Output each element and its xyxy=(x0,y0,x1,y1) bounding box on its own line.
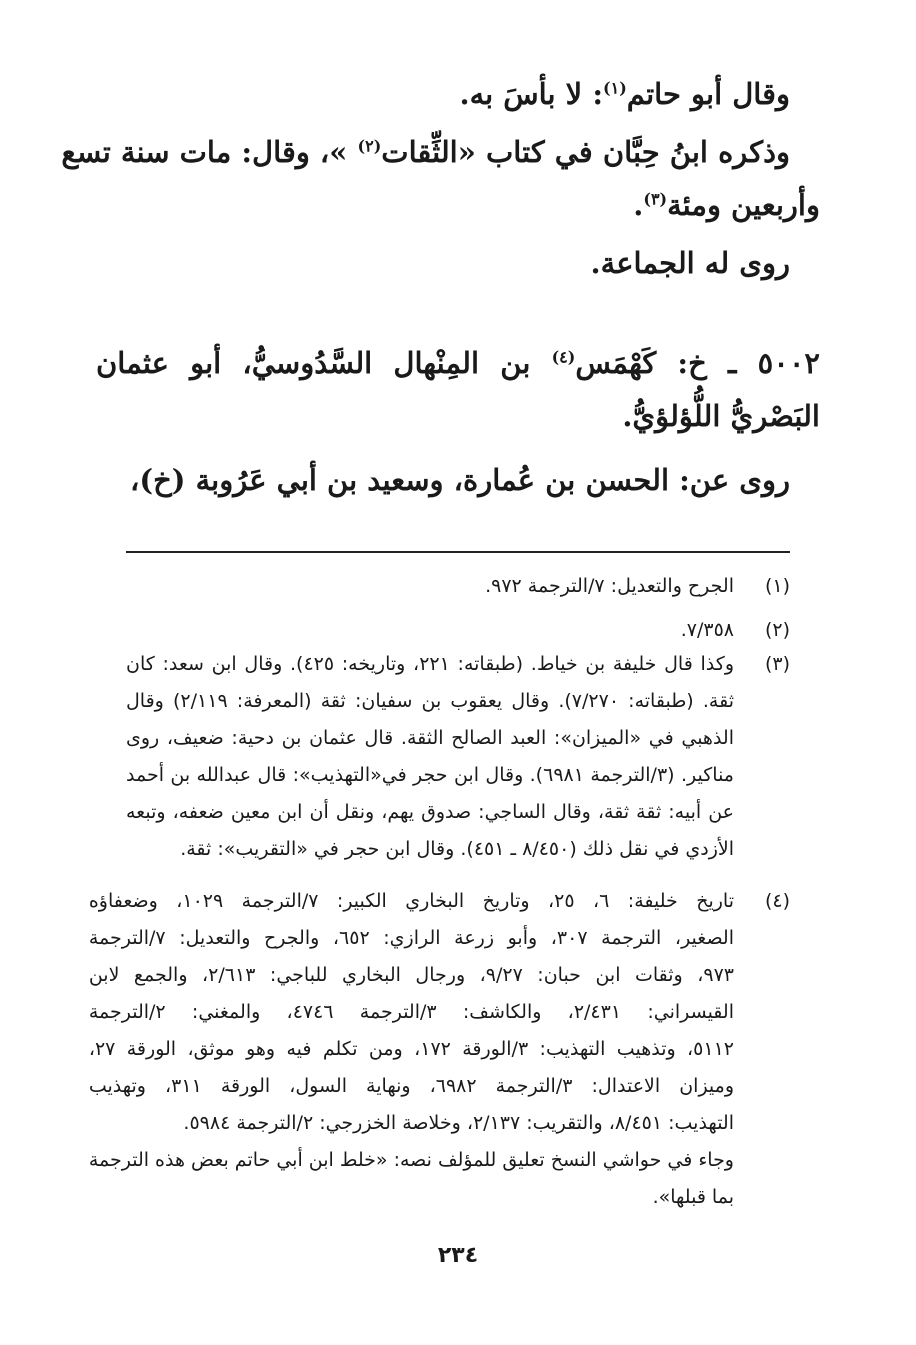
footnote-ref: (٢) xyxy=(357,136,382,156)
footnote-ref: (٣) xyxy=(643,189,668,209)
text-line xyxy=(591,245,790,281)
footnote-line: التهذيب: ٨/٤٥١، والتقريب: ٢/١٣٧، وخلاصة الخزرجي: ٢/الترجمة ٥٩٨٤. xyxy=(183,1112,734,1134)
footnote xyxy=(126,646,790,868)
text-line xyxy=(130,462,790,498)
text-segment: روى له الجماعة. xyxy=(590,246,790,280)
footnote-line: الذهبي في «الميزان»: العبد الصالح الثقة. قال عثمان بن دحية: ضعيف، روى xyxy=(126,727,734,749)
footnote-number: (٤) xyxy=(764,890,790,912)
footnote-line: الأزدي في نقل ذلك (٨/٤٥٠ ـ ٤٥١). وقال ابن حجر في «التقريب»: ثقة. xyxy=(180,838,734,860)
text-segment: وذكره ابنُ حِبَّان في كتاب «الثِّقات xyxy=(381,135,790,169)
footnote xyxy=(88,883,790,1216)
footnote-line: عن أبيه: ثقة ثقة، وقال الساجي: صدوق يهم، ونقل أن ابن معين ضعفه، وتبعه xyxy=(126,801,734,823)
footnote-line: ٩٧٣، وثقات ابن حبان: ٩/٢٧، ورجال البخاري للباجي: ٢/٦١٣، والجمع لابن xyxy=(88,964,734,986)
text-segment: بن المِنْهال السَّدُوسيُّ، أبو عثمان xyxy=(96,346,531,380)
text-segment: . xyxy=(633,188,644,222)
footnote-line: وميزان الاعتدال: ٣/الترجمة ٦٩٨٢، ونهاية السول، الورقة ٣١١، وتهذيب xyxy=(88,1075,734,1097)
text-line xyxy=(61,134,790,170)
text-segment: : لا بأسَ به. xyxy=(459,77,604,111)
footnote-divider xyxy=(126,551,790,553)
text-segment: وقال أبو حاتم xyxy=(626,77,790,111)
footnote-line: ٥١١٢، وتذهيب التهذيب: ٣/الورقة ١٧٢، ومن تكلم فيه وهو موثق، الورقة ٢٧، xyxy=(88,1038,734,1060)
footnote xyxy=(126,612,790,649)
text-line xyxy=(633,187,820,223)
footnote-line: الجرح والتعديل: ٧/الترجمة ٩٧٢. xyxy=(485,575,734,597)
footnote-line: وجاء في حواشي النسخ تعليق للمؤلف نصه: «خلط ابن أبي حاتم بعض هذه الترجمة xyxy=(88,1149,734,1171)
text-line xyxy=(459,76,790,112)
footnote-number: (١) xyxy=(764,575,790,597)
footnote-line: الصغير، الترجمة ٣٠٧، وأبو زرعة الرازي: ٦٥٢، والجرح والتعديل: ٧/الترجمة xyxy=(88,927,734,949)
text-segment: البَصْريُّ اللُّؤلؤيُّ. xyxy=(622,399,820,433)
footnote xyxy=(126,568,790,605)
footnote-line: القيسراني: ٢/٤٣١، والكاشف: ٣/الترجمة ٤٧٤٦، والمغني: ٢/الترجمة xyxy=(88,1001,734,1023)
footnote-ref: (٤) xyxy=(551,347,576,367)
footnote-line: ثقة. (طبقاته: ٧/٢٧٠). وقال يعقوب بن سفيان: ثقة (المعرفة: ٢/١١٩) وقال xyxy=(126,690,734,712)
footnote-number: (٣) xyxy=(764,653,790,675)
footnote-number: (٢) xyxy=(764,619,790,641)
entry-heading-line xyxy=(96,345,820,381)
text-segment: روى عن: الحسن بن عُمارة، وسعيد بن أبي عَرُوبة (خ)، xyxy=(130,463,790,497)
footnote-ref: (١) xyxy=(603,78,627,98)
footnote-line: مناكير. (٣/الترجمة ٦٩٨١). وقال ابن حجر في«التهذيب»: قال عبدالله بن أحمد xyxy=(126,764,734,786)
footnote-line: ٧/٣٥٨. xyxy=(680,619,734,641)
text-segment: وأربعين ومئة xyxy=(667,188,820,222)
text-segment: »، وقال: مات سنة تسع xyxy=(61,135,348,169)
footnote-line: وكذا قال خليفة بن خياط. (طبقاته: ٢٢١، وتاريخه: ٤٢٥). وقال ابن سعد: كان xyxy=(126,653,734,675)
footnote-line: بما قبلها». xyxy=(652,1186,734,1208)
text-segment: ٥٠٠٢ ـ خ: كَهْمَس xyxy=(575,346,820,380)
footnote-line: تاريخ خليفة: ٦، ٢٥، وتاريخ البخاري الكبير: ٧/الترجمة ١٠٢٩، وضعفاؤه xyxy=(88,890,734,912)
page-number: ٢٣٤ xyxy=(437,1243,479,1268)
entry-heading-line xyxy=(622,398,820,434)
